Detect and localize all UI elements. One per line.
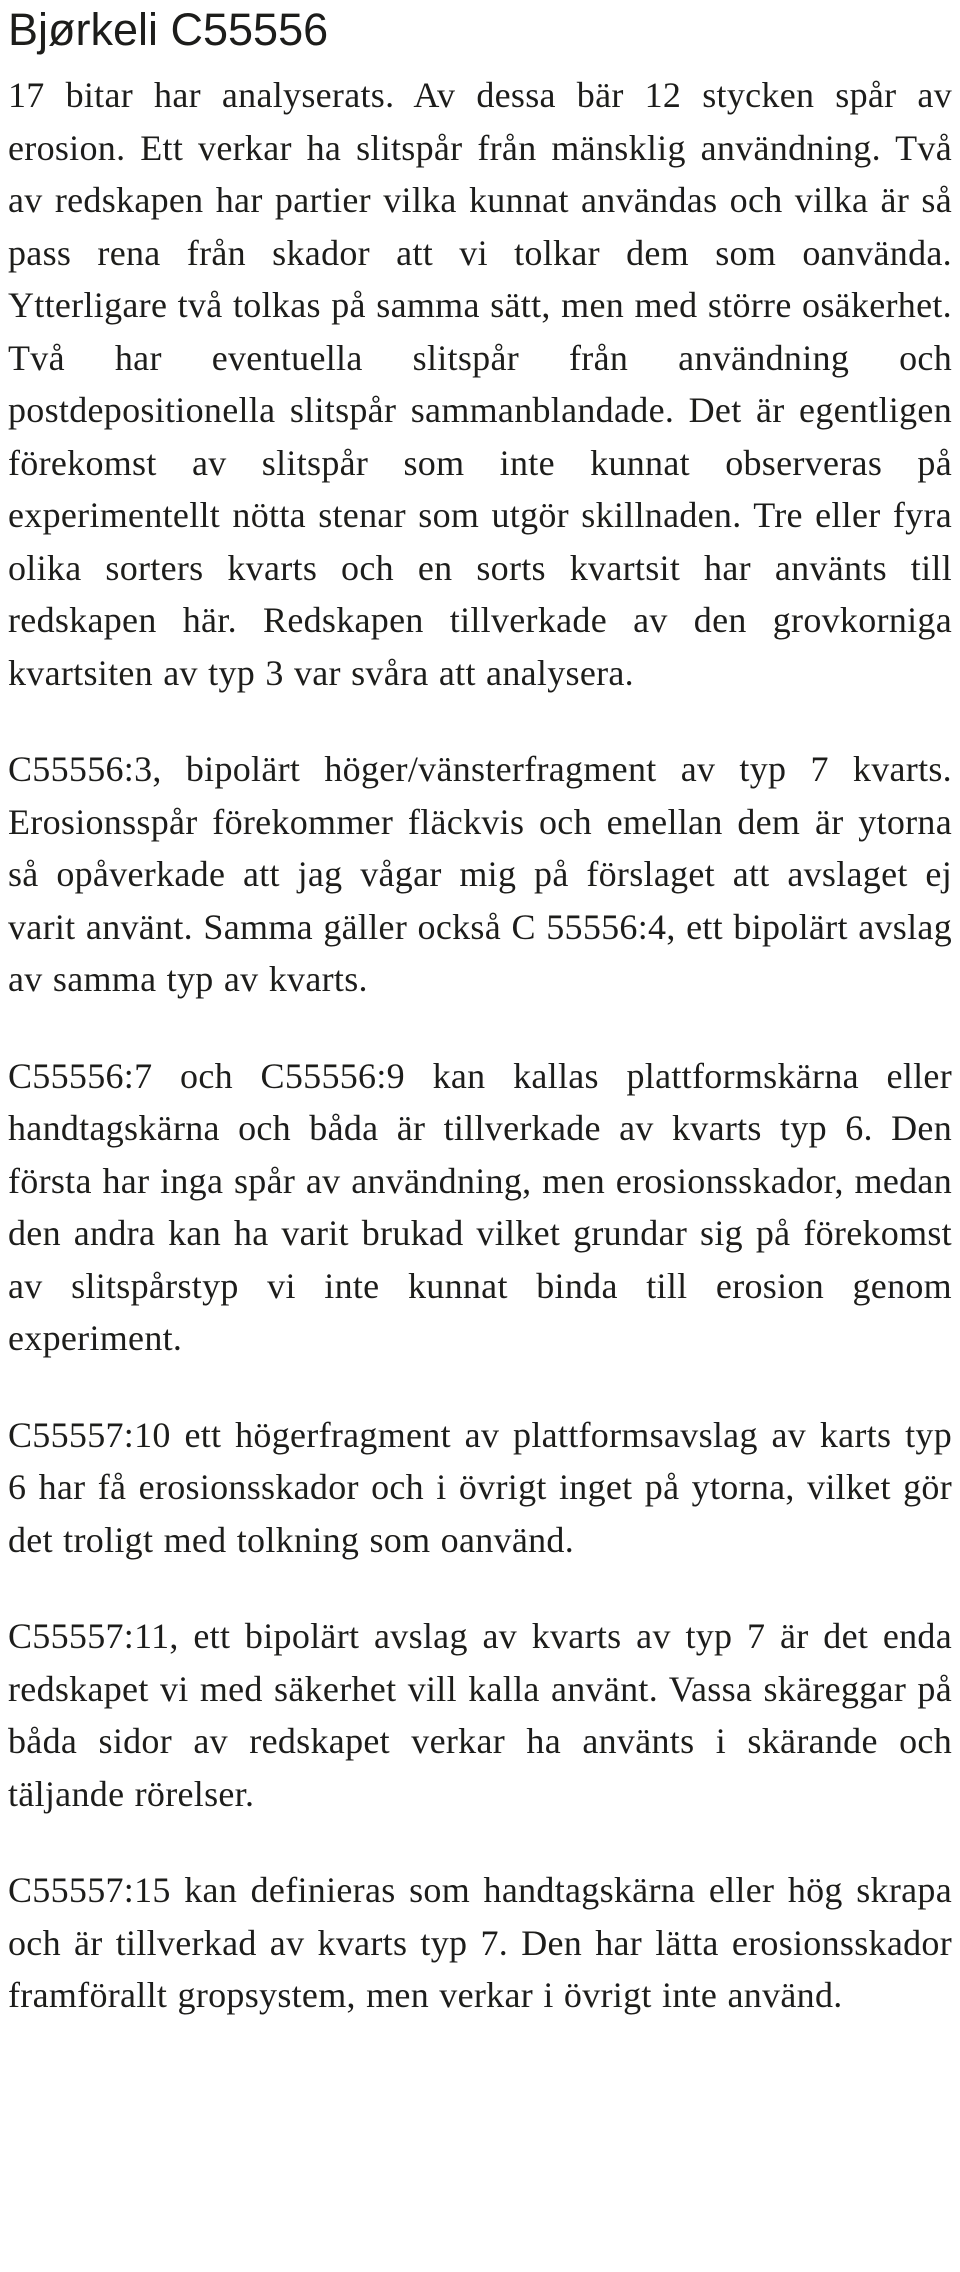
document-page [8,0,952,2022]
page-title: Bjørkeli C55556 [8,4,329,55]
paragraph-c55556-7: C55556:7 och C55556:9 kan kallas plattformskärna eller handtagskärna och båda är tillverkade av kvarts typ 6. Den första har inga spår av användning, men erosionsskador, medan den andra kan ha varit brukad vilket grundar sig på förekomst av slitspårstyp vi inte kunnat binda till erosion genom experiment. [8,1055,952,1358]
paragraph-intro: 17 bitar har analyserats. Av dessa bär 12 stycken spår av erosion. Ett verkar ha slitspår från mänsklig användning. Två av redskapen har partier vilka kunnat användas och vilka är så pass rena från skador att vi tolkar dem som oanvända. Ytterligare två tolkas på samma sätt, men med större osäkerhet. Två har eventuella slitspår från användning och postdepositionella slitspår sammanblandade. Det är egentligen förekomst av slitspår som inte kunnat observeras på experimentellt nötta stenar som utgör skillnaden. Tre eller fyra olika sorters kvarts och en sorts kvartsit har använts till redskapen här. Redskapen tillverkade av den grovkorniga kvartsiten av typ 3 var svåra att analysera. [8,75,952,693]
paragraph-c55556-3: C55556:3, bipolärt höger/vänsterfragment av typ 7 kvarts. Erosionsspår förekommer fläckvis och emellan dem är ytorna så opåverkade att jag vågar mig på förslaget att avslaget ej varit använt. Samma gäller också C 55556:4, ett bipolärt avslag av samma typ av kvarts. [8,749,952,999]
paragraph-c55557-10: C55557:10 ett högerfragment av plattformsavslag av karts typ 6 har få erosionsskador och i övrigt inget på ytorna, vilket gör det troligt med tolkning som oanvänd. [8,1414,952,1560]
paragraph-c55557-15: C55557:15 kan definieras som handtagskärna eller hög skrapa och är tillverkad av kvarts typ 7. Den har lätta erosionsskador framförallt gropsystem, men verkar i övrigt inte använd. [8,1870,952,2015]
paragraph-c55557-11: C55557:11, ett bipolärt avslag av kvarts av typ 7 är det enda redskapet vi med säkerhet vill kalla använt. Vassa skäreggar på båda sidor av redskapet verkar ha använts i skärande och täljande rörelser. [8,1616,952,1814]
